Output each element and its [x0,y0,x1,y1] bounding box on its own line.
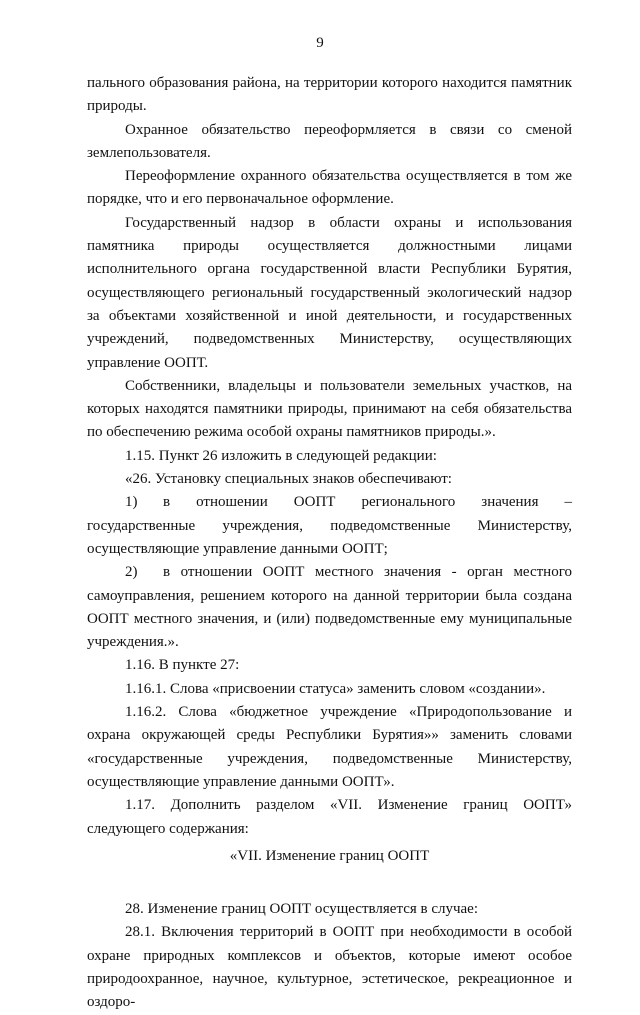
section-heading: «VII. Изменение границ ООПТ [229,847,430,864]
paragraph: «26. Установку специальных знаков обеспечивают: [125,471,452,488]
paragraph: 1.15. Пункт 26 изложить в следующей редакции: [125,447,437,464]
paragraph: 28.1. Включения территорий в ООПТ при необходимости в особой охране природных комплексов и объектов, которые имеют особое природоохранное, научное, культурное, эстетическое, рекреационное и оздоро- [87,924,572,1011]
list-number: 2) [125,564,138,581]
paragraph: 1.16.2. Слова «бюджетное учреждение «Природопользование и охрана окружающей среды Республики Бурятия»» заменить словами «государственные учреждения, подведомственные Министерству, осуществляющие управление данными ООПТ». [87,704,572,790]
list-text: в отношении ООПТ местного значения - орган местного самоуправления, решением которого на данной территории была создана ООПТ местного значения, и (или) подведомственные ему муниципальные учреждения.». [87,564,572,651]
list-number: 1) [125,494,138,511]
paragraph: 1.16. В пункте 27: [125,657,240,674]
list-text: в отношении ООПТ регионального значения – государственные учреждения, подведомственные Министерству, осуществляющие управление данными ООПТ; [87,494,572,557]
paragraph: Собственники, владельцы и пользователи земельных участков, на которых находятся памятники природы, принимают на себя обязательства по обеспечению режима особой охраны памятников природы.». [87,377,572,441]
paragraph: 28. Изменение границ ООПТ осуществляется в случае: [125,901,478,918]
paragraph: Охранное обязательство переоформляется в связи со сменой землепользователя. [87,121,572,161]
document-body [87,72,572,1015]
paragraph: 1.17. Дополнить разделом «VII. Изменение границ ООПТ» следующего содержания: [87,797,572,837]
paragraph: Государственный надзор в области охраны и использования памятника природы осуществляется должностными лицами исполнительного органа государственной власти Республики Бурятия, осуществляющего региональный государственный экологический надзор за объектами хозяйственной и иной деятельности, и государственных учреждений, подведомственных Министерству, осуществляющих управление ООПТ. [87,214,572,371]
paragraph: пального образования района, на территории которого находится памятник природы. [87,75,572,115]
list-item [87,561,572,654]
page-number: 9 [316,35,324,51]
paragraph: Переоформление охранного обязательства осуществляется в том же порядке, что и его первоначальное оформление. [87,168,572,208]
paragraph: 1.16.1. Слова «присвоении статуса» заменить словом «создании». [125,680,546,697]
list-item [87,491,572,561]
